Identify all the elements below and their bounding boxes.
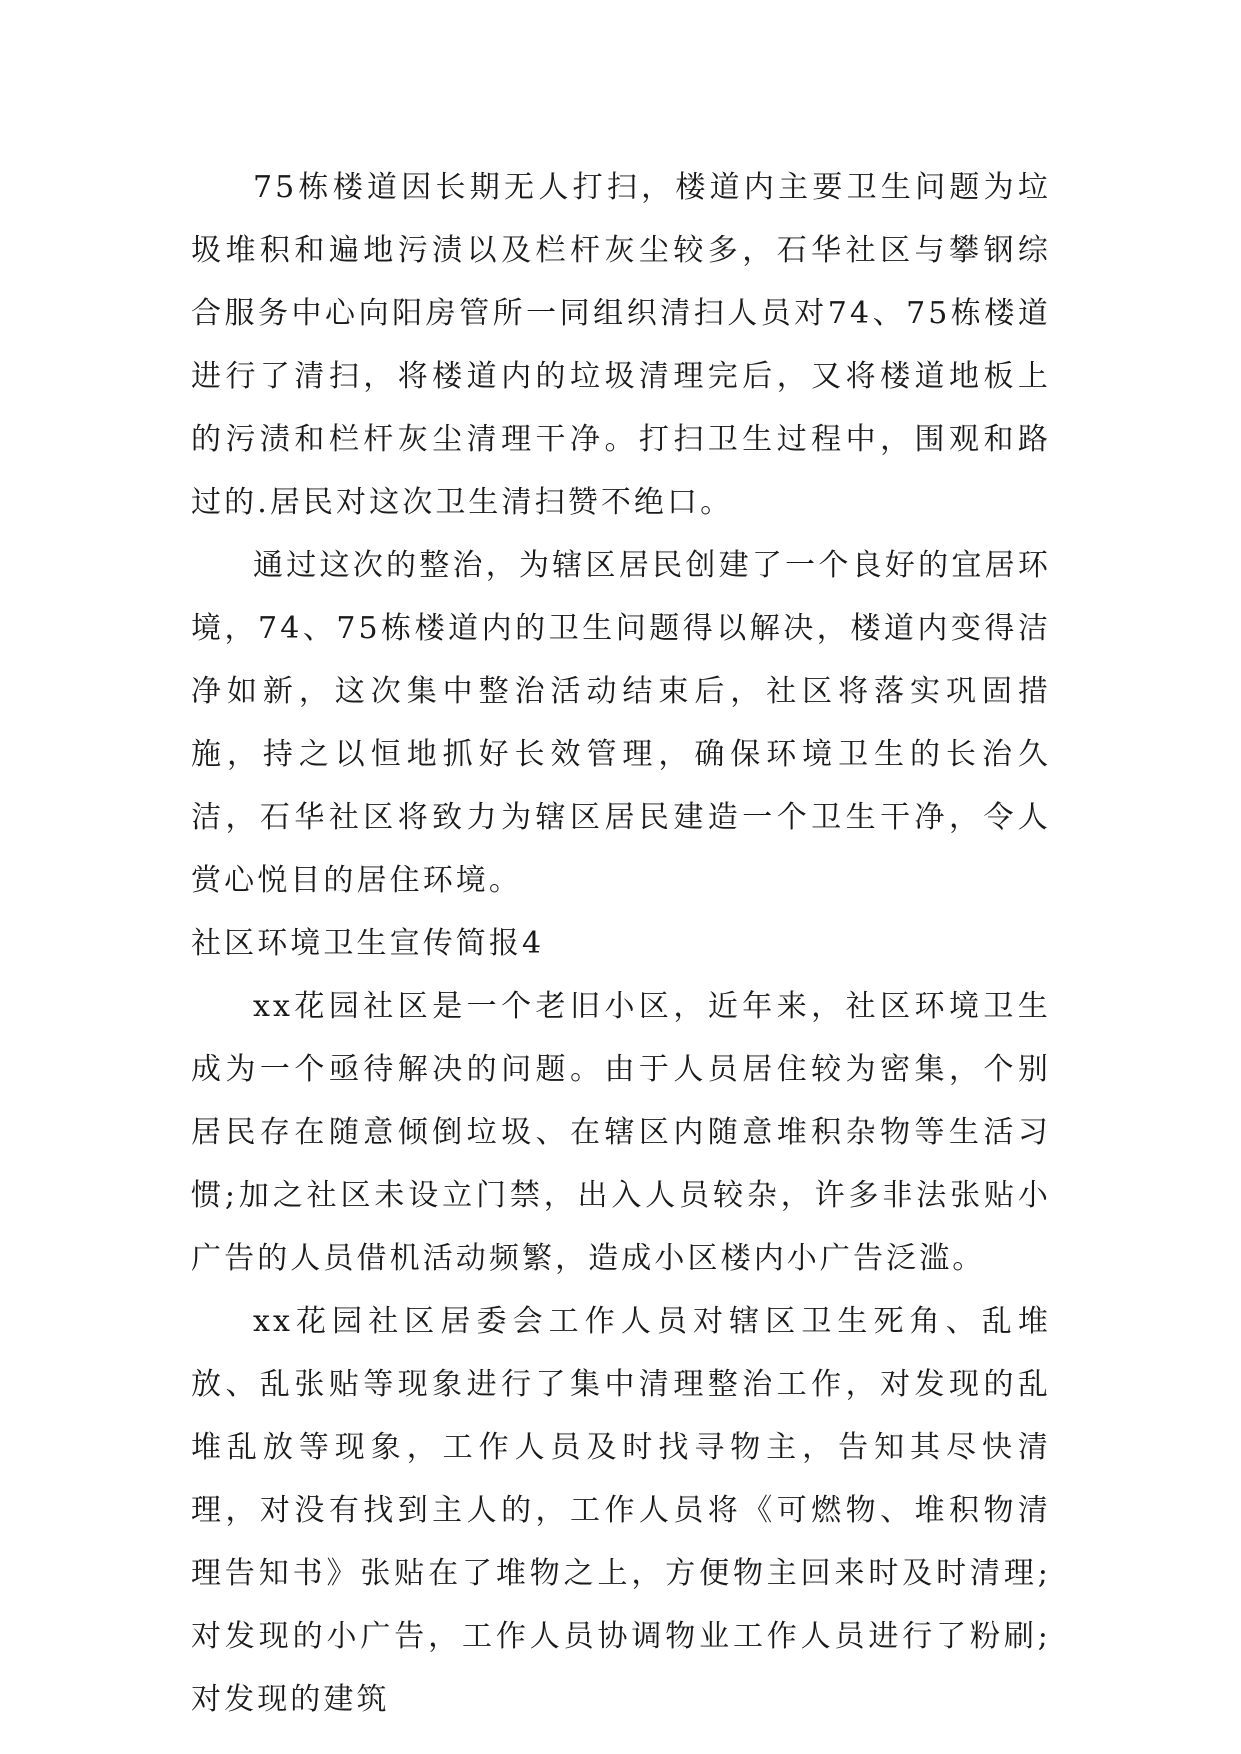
paragraph-stairwell-cleaning: 75栋楼道因长期无人打扫，楼道内主要卫生问题为垃圾堆积和遍地污渍以及栏杆灰尘较多，石华社区与攀钢综合服务中心向阳房管所一同组织清扫人员对74、75栋楼道进行了清扫，将楼道内的垃圾清理完后，又将楼道地板上的污渍和栏杆灰尘清理干净。打扫卫生过程中，围观和路过的.居民对这次卫生清扫赞不绝口。 [191,170,1051,520]
paragraph-renovation-results: 通过这次的整治，为辖区居民创建了一个良好的宜居环境，74、75栋楼道内的卫生问题得以解决，楼道内变得洁净如新，这次集中整治活动结束后，社区将落实巩固措施，持之以恒地抓好长效管理，确保环境卫生的长治久洁，石华社区将致力为辖区居民建造一个卫生干净，令人赏心悦目的居住环境。 [191,548,1051,898]
document-body [191,156,1051,1731]
paragraph-community-problems: xx花园社区是一个老旧小区，近年来，社区环境卫生成为一个亟待解决的问题。由于人员居住较为密集，个别居民存在随意倾倒垃圾、在辖区内随意堆积杂物等生活习惯;加之社区未设立门禁，出入人员较杂，许多非法张贴小广告的人员借机活动频繁，造成小区楼内小广告泛滥。 [191,989,1051,1276]
paragraph-cleanup-actions: xx花园社区居委会工作人员对辖区卫生死角、乱堆放、乱张贴等现象进行了集中清理整治工作，对发现的乱堆乱放等现象，工作人员及时找寻物主，告知其尽快清理，对没有找到主人的，工作人员将《可燃物、堆积物清理告知书》张贴在了堆物之上，方便物主回来时及时清理;对发现的小广告，工作人员协调物业工作人员进行了粉刷;对发现的建筑 [191,1304,1051,1717]
section-title: 社区环境卫生宣传简报4 [191,926,545,961]
